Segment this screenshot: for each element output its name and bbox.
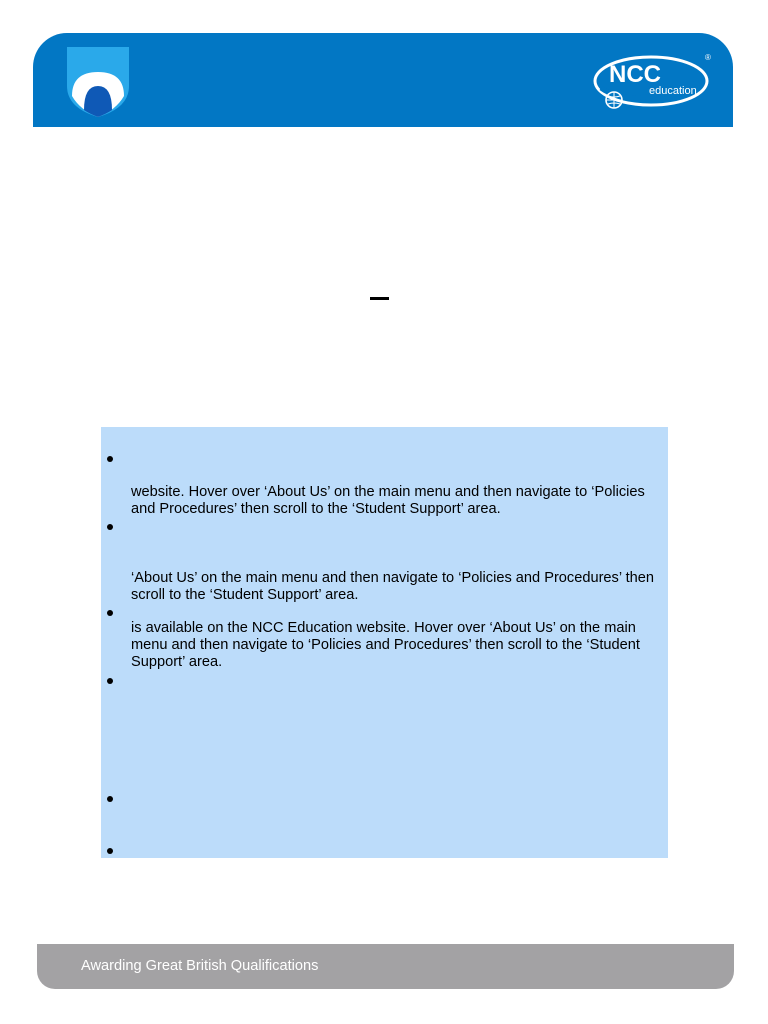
footer-tagline: Awarding Great British Qualifications [81, 958, 319, 974]
bullet-icon [107, 796, 113, 802]
info-paragraph: website. Hover over ‘About Us’ on the main menu and then navigate to ‘Policies and Procedures’ then scroll to the ‘Student Support’ area. [131, 484, 645, 517]
logo-sub-text: education [649, 85, 697, 97]
logo-main-text: NCC [609, 61, 661, 88]
university-crest-logo [66, 46, 130, 118]
bullet-icon [107, 456, 113, 462]
registered-mark: ® [705, 53, 711, 62]
bullet-icon [107, 848, 113, 854]
page-footer [37, 944, 734, 989]
info-paragraph: ‘About Us’ on the main menu and then navigate to ‘Policies and Procedures’ then scroll to the ‘Student Support’ area. [131, 570, 654, 603]
title-dash [370, 297, 389, 300]
page-header-banner [33, 33, 733, 127]
ncc-education-logo [591, 48, 715, 114]
info-paragraph: is available on the NCC Education website. Hover over ‘About Us’ on the main menu and then navigate to ‘Policies and Procedures’ then scroll to the ‘Student Support’ area. [131, 620, 640, 670]
student-support-info-box [101, 427, 668, 858]
bullet-icon [107, 678, 113, 684]
bullet-icon [107, 610, 113, 616]
bullet-icon [107, 524, 113, 530]
